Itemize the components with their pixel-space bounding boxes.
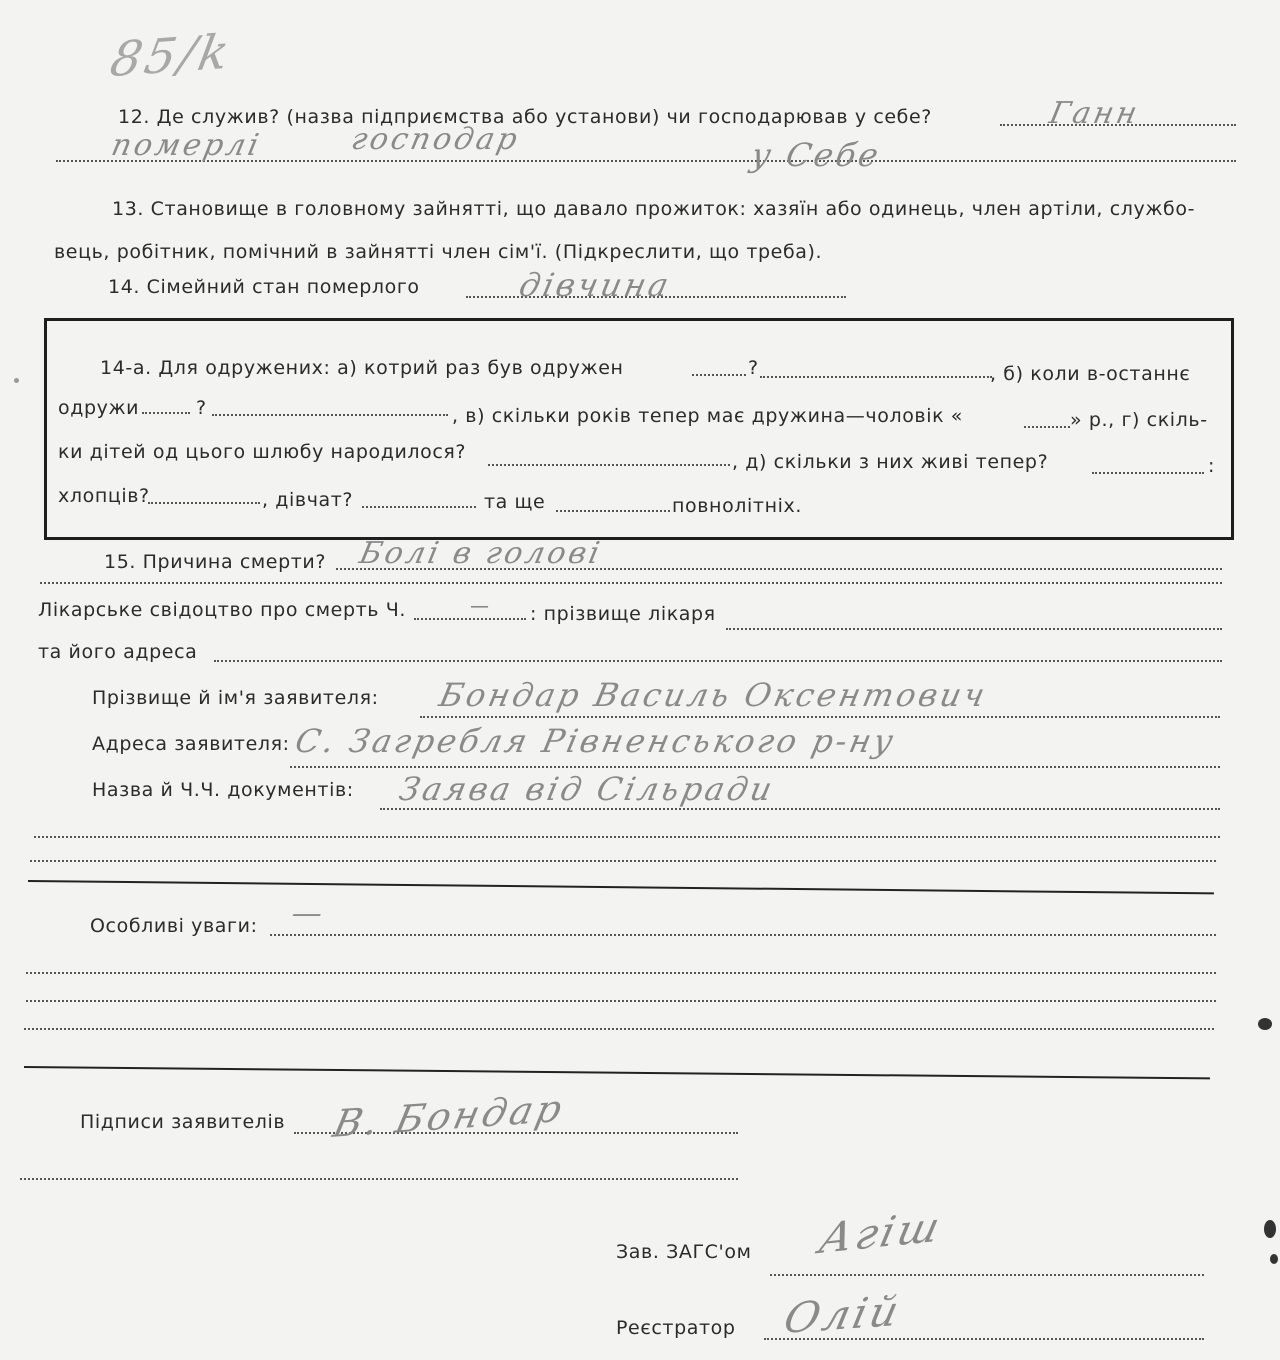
q14a-line4-girls: , дівчат? <box>262 489 354 511</box>
medical-certificate-label: Лікарське свідоцтво про смерть Ч. <box>38 599 406 621</box>
applicant-documents-field-ext2[interactable] <box>30 860 1216 862</box>
doctor-address-field[interactable] <box>214 660 1222 662</box>
q14a-line3-end: : <box>1208 455 1216 477</box>
q15-label: 15. Причина смерти? <box>104 551 327 573</box>
q14a-line2-end: » р., г) скіль- <box>1070 409 1208 431</box>
q15-answer-line2[interactable] <box>40 582 1222 584</box>
q14a-children-alive-field[interactable] <box>1092 472 1204 474</box>
remarks-label: Особливі уваги: <box>90 915 258 937</box>
remarks-field[interactable] <box>270 934 1216 936</box>
remarks-field-line4[interactable] <box>24 1028 1214 1030</box>
q14a-line3-text: ки дітей од цього шлюбу народилося? <box>58 441 467 463</box>
q14a-girls-field[interactable] <box>362 506 476 508</box>
archive-corner-mark: 85/k <box>106 23 237 89</box>
remarks-dash: — <box>288 896 329 931</box>
applicant-signature-field-line2[interactable] <box>20 1178 738 1180</box>
applicant-documents-field-ext[interactable] <box>34 836 1220 838</box>
q14a-spouse-age-field[interactable] <box>1024 426 1070 428</box>
q12-answer-handwriting2b: господар <box>348 122 524 157</box>
applicant-name-label: Прізвище й ім'я заявителя: <box>92 687 379 709</box>
doctor-surname-field[interactable] <box>726 628 1222 630</box>
q14a-qmark2: ? <box>196 397 207 419</box>
q14a-times-married-field-ext[interactable] <box>760 376 992 378</box>
doctor-address-label: та його адреса <box>38 641 198 663</box>
q14a-line2-mid: , в) скільки років тепер має дружина—чоловік « <box>452 405 964 427</box>
doctor-surname-label: : прізвище лікаря <box>530 603 716 625</box>
applicant-documents-handwriting: Заява від Сільради <box>395 770 779 808</box>
applicant-signature-handwriting: В. Бондар <box>329 1086 569 1146</box>
q14a-line2-start: одружи <box>58 397 140 419</box>
q14a-line1-end: , б) коли в-останнє <box>990 363 1191 385</box>
scan-speck <box>1258 1018 1272 1030</box>
section-divider-2 <box>24 1066 1210 1079</box>
q14a-qmark1: ? <box>748 357 759 379</box>
q12-label: 12. Де служив? (назва підприємства або установи) чи господарював у себе? <box>118 106 932 128</box>
q14a-children-born-field[interactable] <box>488 464 730 466</box>
scan-speck <box>1264 1220 1276 1238</box>
q14a-last-married-field-ext[interactable] <box>212 414 448 416</box>
remarks-field-line2[interactable] <box>26 972 1216 974</box>
q14a-line4-more: та ще <box>484 491 546 513</box>
q14a-last-married-field[interactable] <box>142 412 190 414</box>
q14a-line4-adults: повнолітніх. <box>672 495 802 517</box>
q14a-line3-mid: , д) скільки з них живі тепер? <box>732 451 1049 473</box>
registrar-signature: Олій <box>779 1286 906 1343</box>
applicant-documents-label: Назва й Ч.Ч. документів: <box>92 779 354 801</box>
medical-certificate-number-field[interactable] <box>414 618 526 620</box>
applicant-documents-field[interactable] <box>380 808 1220 810</box>
medical-certificate-number: — <box>470 595 490 617</box>
registrar-label: Реєстратор <box>616 1317 736 1339</box>
applicant-signatures-label: Підписи заявителів <box>80 1111 286 1133</box>
zags-head-signature: Агіш <box>814 1201 948 1264</box>
applicant-name-handwriting: Бондар Василь Оксентович <box>435 676 992 714</box>
q14-answer-handwriting: дівчина <box>515 266 675 304</box>
q12-answer-handwriting2c: у Себе <box>747 136 885 174</box>
q14a-boys-field[interactable] <box>148 502 260 504</box>
remarks-field-line3[interactable] <box>26 1000 1216 1002</box>
zags-head-signature-field[interactable] <box>770 1274 1204 1276</box>
zags-head-label: Зав. ЗАГС'ом <box>616 1241 752 1263</box>
q13-line2: вець, робітник, помічний в зайнятті член сім'ї. (Підкреслити, що треба). <box>54 241 823 263</box>
scan-speck <box>14 378 19 383</box>
q14a-adult-field[interactable] <box>556 510 670 512</box>
q14a-married-section-box <box>44 318 1234 540</box>
applicant-address-handwriting: С. Загребля Рівненського р-ну <box>291 722 900 760</box>
q15-answer-handwriting: Болі в голові <box>356 536 606 571</box>
q14a-times-married-field[interactable] <box>692 374 746 376</box>
q14a-line4-boys: хлопців? <box>58 485 150 507</box>
q12-answer-handwriting2a: померлі <box>108 128 265 163</box>
section-divider-1 <box>28 880 1214 894</box>
q14a-line1-text: 14-а. Для одружених: а) котрий раз був одружен <box>100 357 624 379</box>
q14-label: 14. Сімейний стан померлого <box>108 276 420 298</box>
q13-line1: 13. Становище в головному зайнятті, що давало прожиток: хазяїн або одинець, член артіли, службо- <box>112 198 1196 220</box>
scan-speck <box>1270 1254 1278 1264</box>
applicant-name-field[interactable] <box>420 716 1220 718</box>
q12-answer-handwriting1: Ганн <box>1046 96 1144 131</box>
applicant-address-field[interactable] <box>290 766 1220 768</box>
applicant-address-label: Адреса заявителя: <box>92 733 290 755</box>
